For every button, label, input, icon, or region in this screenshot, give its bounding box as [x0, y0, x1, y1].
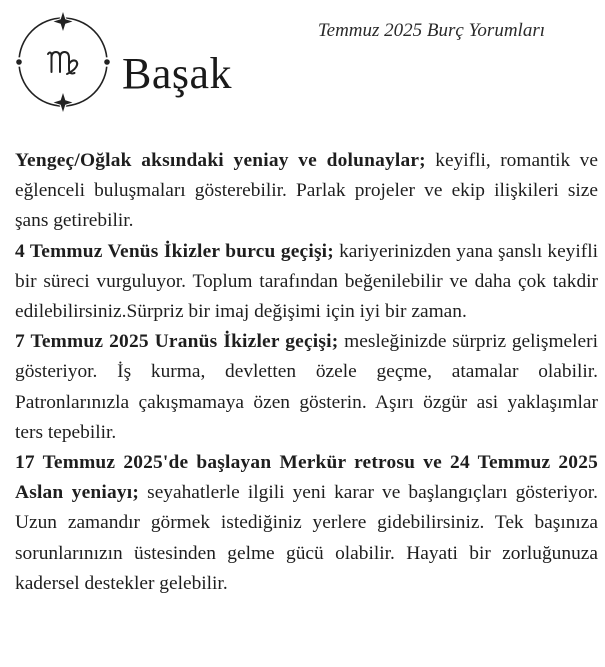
virgo-emblem: [8, 6, 120, 118]
virgo-glyph-icon: [48, 52, 77, 74]
page-subtitle: Temmuz 2025 Burç Yorumları: [317, 20, 545, 41]
horoscope-body: [15, 146, 598, 599]
section-heading: Yengeç/Oğlak aksındaki yeniay ve dolunaylar;: [15, 150, 426, 171]
section-text: kariyerinizden yana şanslı keyifli bir süreci vurguluyor. Toplum tarafından beğenilebilir ve daha çok takdir edilebilirsiniz.Sürpriz bir imaj değişimi için iyi bir zaman.: [15, 240, 598, 323]
section-heading: 17 Temmuz 2025'de başlayan Merkür retrosu ve 24 Temmuz 2025 Aslan yeniayı;: [15, 452, 598, 504]
section-paragraph: [15, 448, 598, 599]
section-paragraph: [15, 327, 598, 448]
section-heading: 4 Temmuz Venüs İkizler burcu geçişi;: [15, 240, 334, 262]
section-text: keyifli, romantik ve eğlenceli buluşmaları gösterebilir. Parlak projeler ve ekip ilişkileri size şans getirebilir.: [15, 150, 598, 232]
section-text: seyahatlerle ilgili yeni karar ve başlangıçları gösteriyor. Uzun zamandır görmek istediğiniz yerlere gidebilirsiniz. Tek başınıza sorunlarınızın üstesinden gelme gücü olabilir. Hayati bir zorluğunuza kadersel destekler gelebilir.: [15, 482, 598, 594]
sign-title: Başak: [122, 49, 233, 98]
section-paragraph: [15, 146, 598, 237]
section-heading: 7 Temmuz 2025 Uranüs İkizler geçişi;: [15, 331, 339, 353]
section-text: mesleğinizde sürpriz gelişmeleri gösteriyor. İş kurma, devletten özele geçme, atamalar olabilir. Patronlarınızla çakışmamaya özen gösterin. Aşırı özgür asi yaklaşımlar ters tepebilir.: [15, 331, 598, 443]
section-paragraph: [15, 237, 598, 328]
